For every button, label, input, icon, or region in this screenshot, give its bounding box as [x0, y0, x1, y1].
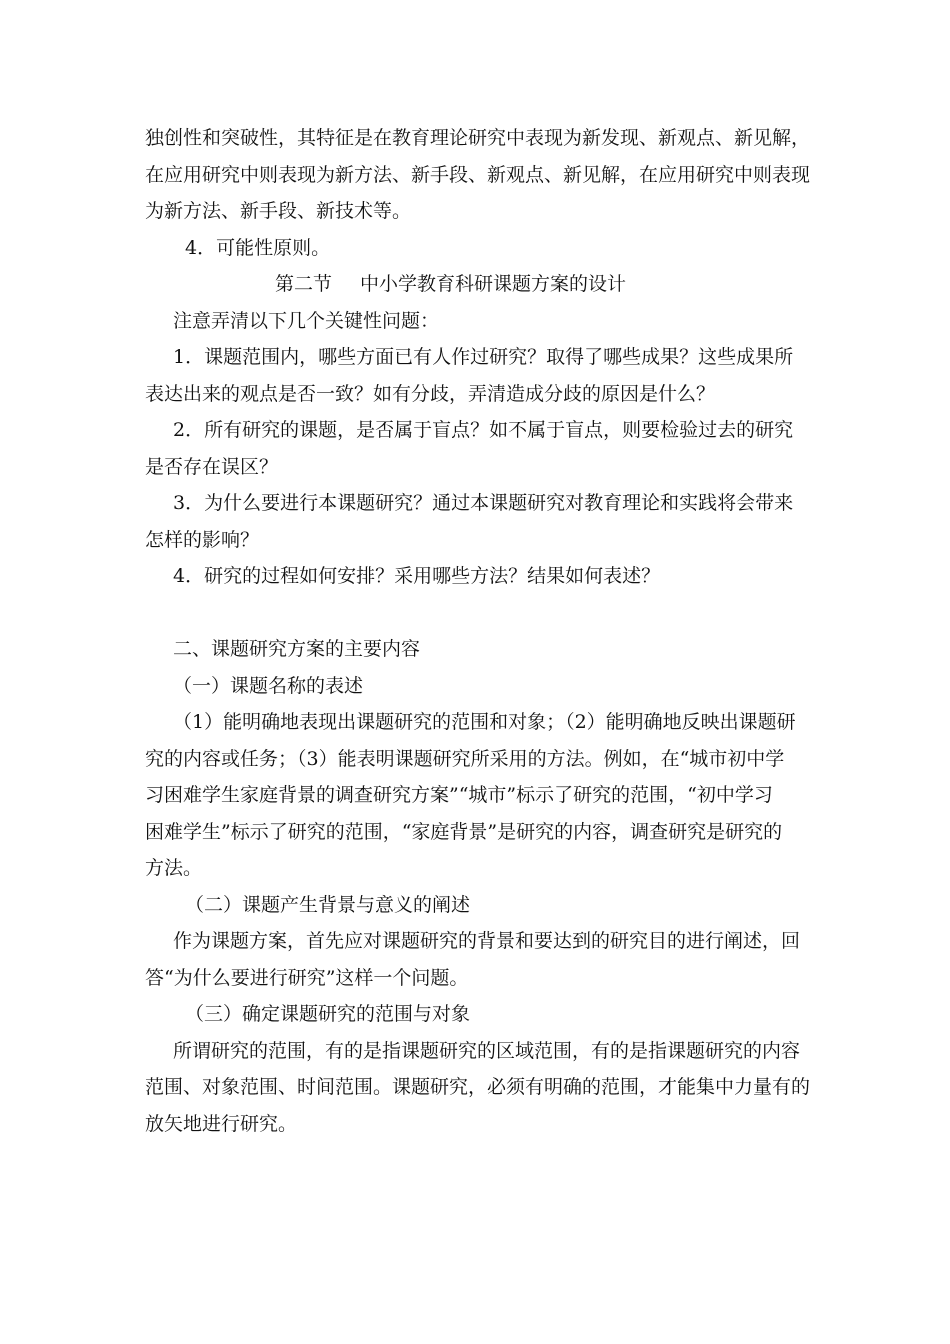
subsection-1-line: （1）能明确地表现出课题研究的范围和对象；（2）能明确地反映出课题研 — [173, 711, 796, 733]
section-title: 中小学教育科研课题方案的设计 — [360, 273, 627, 295]
subsection-3-line: 所谓研究的范围，有的是指课题研究的区域范围，有的是指课题研究的内容 — [173, 1039, 801, 1062]
subsection-1-line: 方法。 — [145, 857, 203, 879]
intro-paragraph: 注意弄清以下几个关键性问题： — [173, 309, 440, 332]
question-1-line-2: 表达出来的观点是否一致？如有分歧，弄清造成分歧的原因是什么？ — [145, 382, 716, 405]
subsection-3-line: 范围、对象范围、时间范围。课题研究，必须有明确的范围，才能集中力量有的 — [145, 1076, 811, 1098]
subsection-1-line: 习困难学生家庭背景的调查研究方案”“城市”标示了研究的范围，“初中学习 — [145, 784, 773, 806]
subsection-2-line: 作为课题方案，首先应对课题研究的背景和要达到的研究目的进行阐述，回 — [173, 930, 801, 952]
question-3-line-2: 怎样的影响？ — [145, 528, 260, 551]
body-line: 独创性和突破性，其特征是在教育理论研究中表现为新发现、新观点、新见解， — [145, 127, 811, 149]
subsection-2-line: 答“为什么要进行研究”这样一个问题。 — [145, 966, 469, 989]
subsection-3-heading: （三）确定课题研究的范围与对象 — [185, 1003, 471, 1025]
question-2-line-2: 是否存在误区？ — [145, 455, 279, 478]
section-number: 第二节 — [275, 273, 333, 295]
principle-item: 4．可能性原则。 — [185, 236, 331, 259]
subsection-1-heading: （一）课题名称的表述 — [173, 674, 364, 697]
subsection-2-heading: （二）课题产生背景与意义的阐述 — [185, 893, 471, 916]
paragraph-spacer — [145, 595, 810, 632]
body-line: 为新方法、新手段、新技术等。 — [145, 200, 412, 222]
question-3-line-1: 3．为什么要进行本课题研究？通过本课题研究对教育理论和实践将会带来 — [173, 492, 794, 514]
part-two-heading: 二、课题研究方案的主要内容 — [173, 638, 421, 660]
document-body — [145, 120, 810, 1142]
subsection-1-line: 困难学生”标示了研究的范围，“家庭背景”是研究的内容，调查研究是研究的 — [145, 820, 783, 843]
subsection-3-line: 放矢地进行研究。 — [145, 1112, 298, 1135]
question-1-line-1: 1．课题范围内，哪些方面已有人作过研究？取得了哪些成果？这些成果所 — [173, 346, 794, 368]
section-heading — [145, 266, 810, 303]
body-line: 在应用研究中则表现为新方法、新手段、新观点、新见解，在应用研究中则表现 — [145, 163, 811, 186]
question-4-line-1: 4．研究的过程如何安排？采用哪些方法？结果如何表述？ — [173, 565, 661, 587]
subsection-1-line: 究的内容或任务；（3）能表明课题研究所采用的方法。例如，在“城市初中学 — [145, 747, 785, 770]
question-2-line-1: 2．所有研究的课题，是否属于盲点？如不属于盲点，则要检验过去的研究 — [173, 419, 794, 441]
